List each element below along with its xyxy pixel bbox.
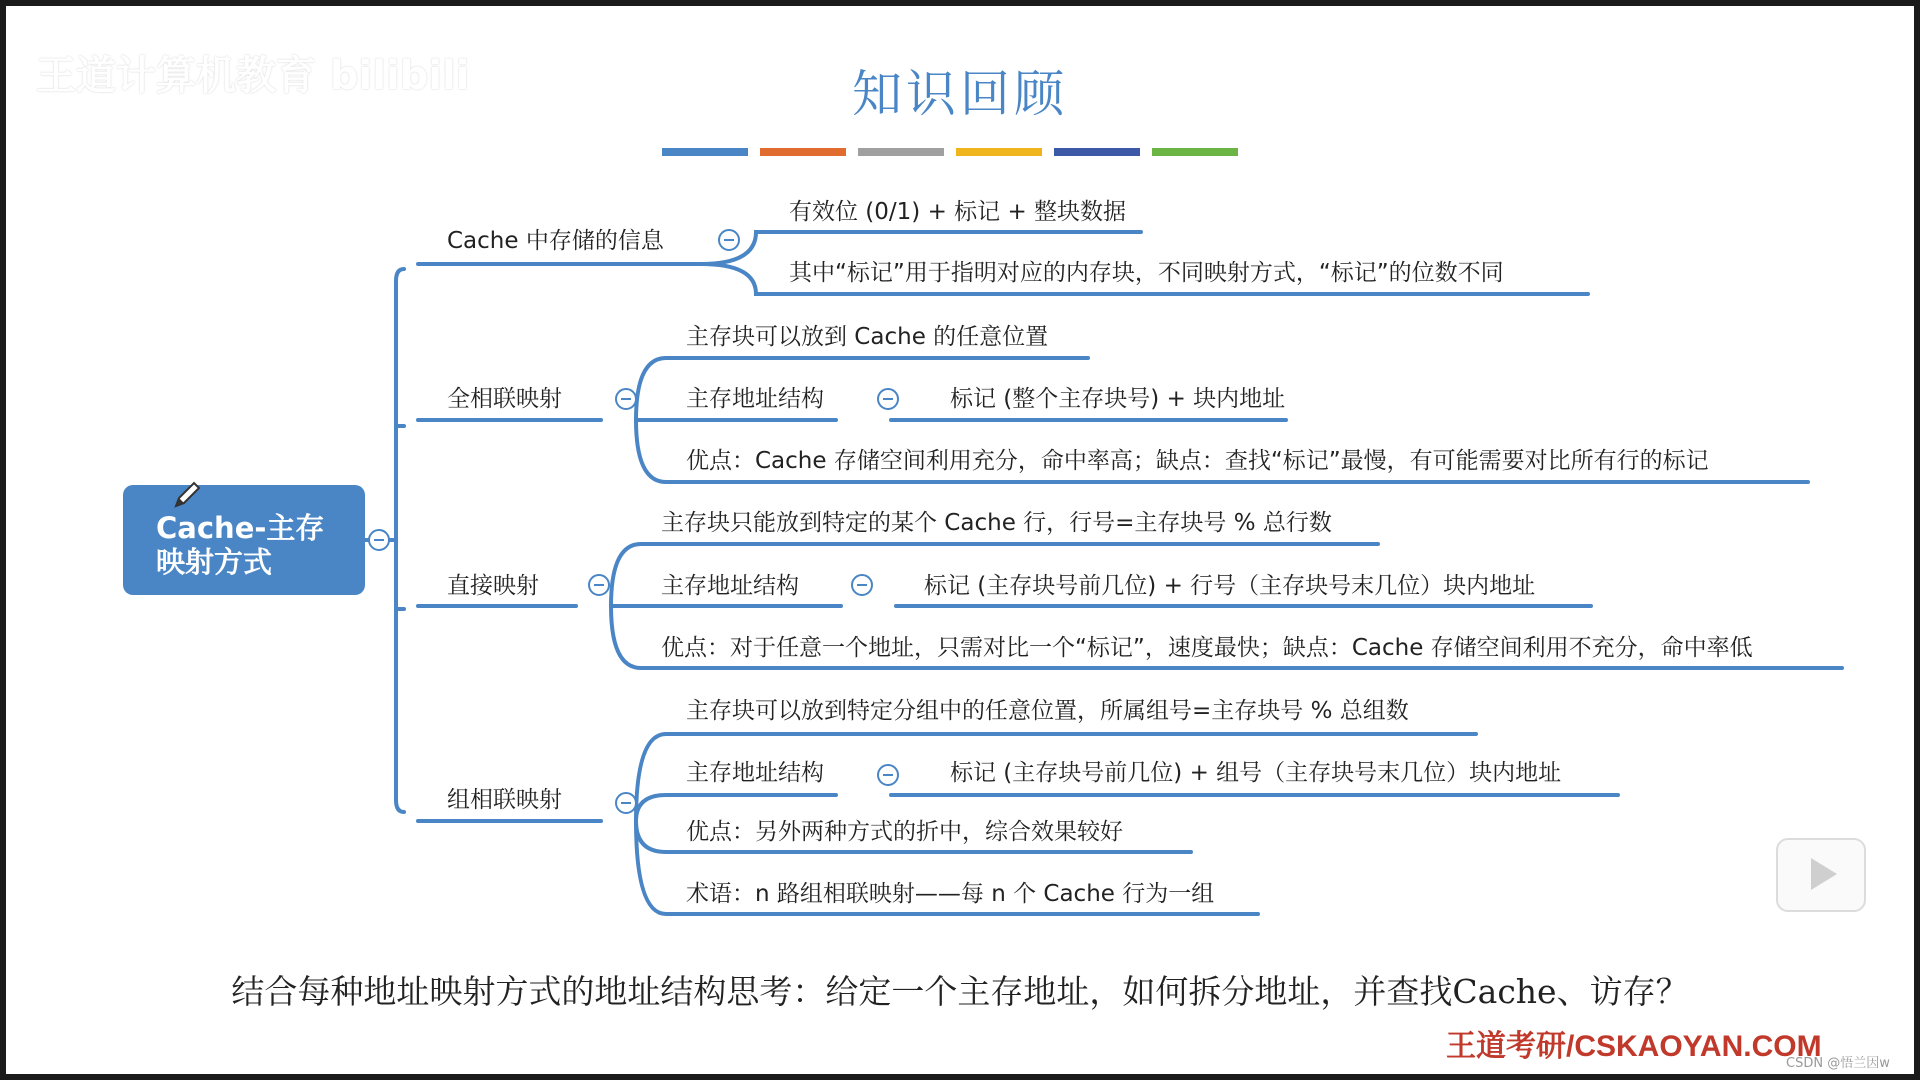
page-title: 知识回顾 bbox=[852, 65, 1068, 123]
credit-text: CSDN @悟兰因w bbox=[1786, 1056, 1890, 1071]
direct-item-1: 主存块只能放到特定的某个 Cache 行，行号=主存块号 % 总行数 bbox=[661, 510, 1332, 536]
fully-item-3: 优点：Cache 存储空间利用充分，命中率高；缺点：查找“标记”最慢，有可能需要对比所有行的标记 bbox=[686, 448, 1709, 474]
cache-info-item-2: 其中“标记”用于指明对应的内存块，不同映射方式，“标记”的位数不同 bbox=[789, 260, 1504, 286]
root-label-line1: Cache-主存 bbox=[156, 511, 325, 545]
pencil-icon bbox=[172, 480, 202, 510]
root-node[interactable] bbox=[123, 485, 365, 595]
collapse-cache-info-icon[interactable] bbox=[718, 229, 740, 251]
fully-item-2: 主存地址结构 bbox=[686, 386, 824, 412]
fully-item-1: 主存块可以放到 Cache 的任意位置 bbox=[686, 324, 1049, 350]
branch-label-fully-associative: 全相联映射 bbox=[447, 386, 562, 412]
set-item-4: 术语：n 路组相联映射——每 n 个 Cache 行为一组 bbox=[686, 881, 1215, 907]
slide bbox=[6, 6, 1914, 1074]
root-label-line2: 映射方式 bbox=[156, 545, 273, 579]
fully-item-2-child: 标记 (整个主存块号) + 块内地址 bbox=[950, 386, 1286, 412]
set-item-2-child: 标记 (主存块号前几位) + 组号（主存块号末几位）块内地址 bbox=[950, 760, 1562, 786]
reflection-question: 结合每种地址映射方式的地址结构思考：给定一个主存地址，如何拆分地址，并查找Cache、访存？ bbox=[231, 972, 1689, 1011]
direct-item-2-child: 标记 (主存块号前几位) + 行号（主存块号末几位）块内地址 bbox=[924, 573, 1536, 599]
collapse-fully-icon[interactable] bbox=[615, 388, 637, 410]
collapse-set-icon[interactable] bbox=[615, 792, 637, 814]
set-item-1: 主存块可以放到特定分组中的任意位置，所属组号=主存块号 % 总组数 bbox=[686, 698, 1409, 724]
collapse-direct-icon[interactable] bbox=[588, 574, 610, 596]
collapse-root-icon[interactable] bbox=[368, 529, 390, 551]
set-item-3: 优点：另外两种方式的折中，综合效果较好 bbox=[686, 819, 1123, 845]
cache-info-item-1: 有效位 (0/1) + 标记 + 整块数据 bbox=[789, 199, 1127, 225]
collapse-direct-addr-icon[interactable] bbox=[851, 574, 873, 596]
play-button[interactable] bbox=[1776, 838, 1866, 912]
branch-label-cache-info: Cache 中存储的信息 bbox=[447, 228, 664, 254]
brand-footer: 王道考研/CSKAOYAN.COM bbox=[1446, 1030, 1822, 1063]
branch-label-direct-mapped: 直接映射 bbox=[447, 573, 539, 599]
collapse-fully-addr-icon[interactable] bbox=[877, 388, 899, 410]
watermark: 王道计算机教育 bilibili bbox=[36, 53, 470, 99]
set-item-2: 主存地址结构 bbox=[686, 760, 824, 786]
trunk-line bbox=[396, 269, 404, 812]
direct-item-2: 主存地址结构 bbox=[661, 573, 799, 599]
direct-item-3: 优点：对于任意一个地址，只需对比一个“标记”，速度最快；缺点：Cache 存储空间利用不充分，命中率低 bbox=[661, 635, 1753, 661]
branch-label-set-associative: 组相联映射 bbox=[447, 787, 562, 813]
collapse-set-addr-icon[interactable] bbox=[877, 764, 899, 786]
